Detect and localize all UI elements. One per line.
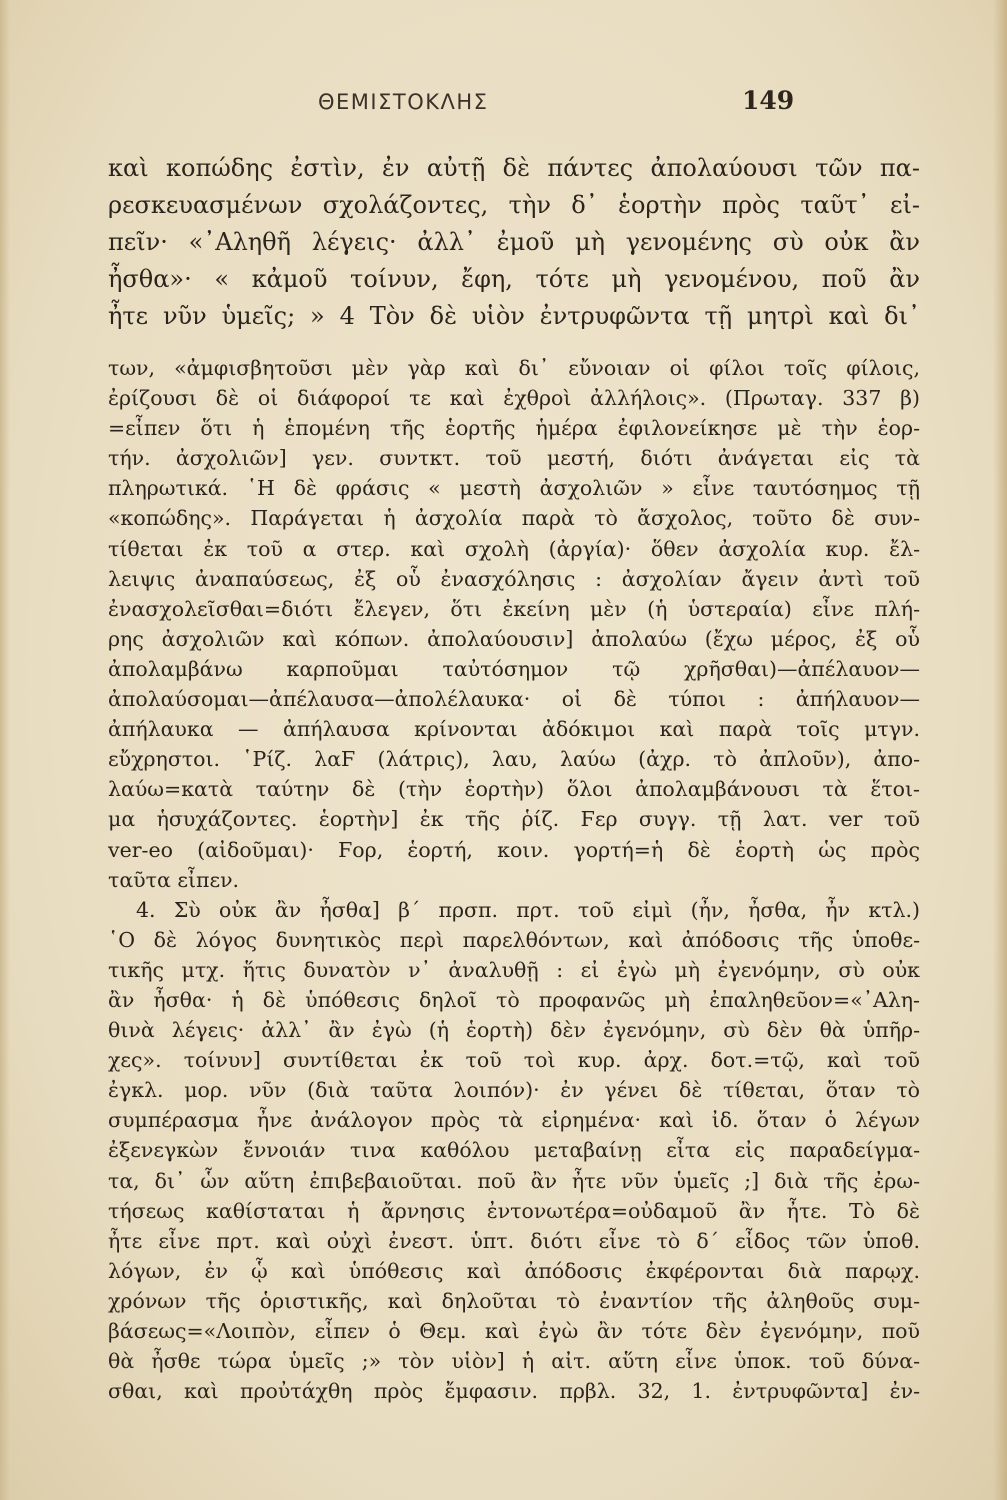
commentary-line: τίθεται ἐκ τοῦ α στερ. καὶ σχολὴ (ἀργία)· ὅθεν ἀσχολία κυρ. ἔλ-	[108, 536, 920, 561]
commentary-line: τήσεως καθίσταται ἡ ἄρνησις ἐντονωτέρα=οὐδαμοῦ ἂν ἦτε. Τὸ δὲ	[108, 1198, 920, 1223]
commentary-line: συμπέρασμα ἦνε ἀνάλογον πρὸς τὰ εἰρημένα· καὶ ἰδ. ὅταν ὁ λέγων	[108, 1108, 920, 1133]
commentary-line: ταῦτα εἶπεν.	[108, 867, 240, 892]
main-text	[108, 150, 920, 335]
commentary-line: ἐνασχολεῖσθαι=διότι ἔλεγεν, ὅτι ἐκείνη μὲν (ἡ ὑστεραία) εἶνε πλή-	[108, 596, 920, 621]
commentary-line: λαύω=κατὰ ταύτην δὲ (τὴν ἑορτὴν) ὅλοι ἀπολαμβάνουσι τὰ ἕτοι-	[108, 777, 920, 802]
commentary-line: των, «ἀμφισβητοῦσι μὲν γὰρ καὶ δι᾽ εὔνοιαν οἱ φίλοι τοῖς φίλοις,	[108, 356, 920, 380]
commentary-line: λόγων, ἐν ᾧ καὶ ὑπόθεσις καὶ ἀπόδοσις ἐκφέρονται διὰ παρῳχ.	[108, 1258, 920, 1283]
commentary-line: ἐξενεγκὼν ἔννοιάν τινα καθόλου μεταβαίνῃ εἶτα εἰς παραδείγμα-	[108, 1138, 920, 1163]
commentary-line: ἐρίζουσι δὲ οἱ διάφοροί τε καὶ ἐχθροὶ ἀλλήλοις». (Πρωταγ. 337 β)	[108, 386, 920, 411]
commentary-line: ἂν ἦσθα· ἡ δὲ ὑπόθεσις δηλοῖ τὸ προφανῶς μὴ ἐπαληθεῦον=«᾽Αλη-	[108, 987, 920, 1012]
commentary-line: λειψις ἀναπαύσεως, ἐξ οὗ ἐνασχόλησις : ἀσχολίαν ἄγειν ἀντὶ τοῦ	[108, 566, 920, 591]
commentary-line: ἀπολαμβάνω καρποῦμαι ταὐτόσημον τῷ χρῆσθαι)—ἀπέλαυον—	[108, 656, 920, 681]
page-left-edge	[0, 0, 10, 1500]
main-text-line: ἦτε νῦν ὑμεῖς; » 4 Τὸν δὲ υἱὸν ἐντρυφῶντα τῇ μητρὶ καὶ δι᾽	[108, 302, 920, 330]
commentary-line: χες». τοίνυν] συντίθεται ἐκ τοῦ τοὶ κυρ. ἀρχ. δοτ.=τῷ, καὶ τοῦ	[108, 1048, 920, 1073]
commentary-line: ἀπήλαυκα — ἀπήλαυσα κρίνονται ἀδόκιμοι καὶ παρὰ τοῖς μτγν.	[108, 717, 920, 742]
commentary-line: ἐγκλ. μορ. νῦν (διὰ ταῦτα λοιπόν)· ἐν γένει δὲ τίθεται, ὅταν τὸ	[108, 1078, 920, 1103]
commentary-line: ῾Ο δὲ λόγος δυνητικὸς περὶ παρελθόντων, καὶ ἀπόδοσις τῆς ὑποθε-	[108, 927, 920, 952]
commentary-line: 4. Σὺ οὐκ ἂν ἦσθα] β΄ πρσπ. πρτ. τοῦ εἰμὶ (ἦν, ἦσθα, ἦν κτλ.)	[136, 897, 920, 922]
commentary-line: τικῆς μτχ. ἥτις δυνατὸν ν᾽ ἀναλυθῇ : εἰ ἐγὼ μὴ ἐγενόμην, σὺ οὐκ	[108, 957, 920, 982]
commentary-line: εὔχρηστοι. ῾Ρίζ. λαϜ (λάτρις), λαυ, λαύω (ἀχρ. τὸ ἀπλοῦν), ἀπο-	[108, 747, 920, 772]
running-title: ΘΕΜΙΣΤΟΚΛΗΣ	[318, 90, 489, 114]
commentary-line: μα ἡσυχάζοντες. ἑορτὴν] ἐκ τῆς ῥίζ. Ϝερ συγγ. τῇ λατ. ver τοῦ	[108, 807, 920, 832]
commentary-notes	[108, 353, 920, 1406]
commentary-line: ρης ἀσχολιῶν καὶ κόπων. ἀπολαύουσιν] ἀπολαύω (ἔχω μέρος, ἐξ οὗ	[108, 626, 920, 651]
commentary-line: πληρωτικά. ῾Η δὲ φράσις « μεστὴ ἀσχολιῶν » εἶνε ταυτόσημος τῇ	[108, 476, 920, 501]
commentary-line: ἦτε εἶνε πρτ. καὶ οὐχὶ ἐνεστ. ὑπτ. διότι εἶνε τὸ δ΄ εἶδος τῶν ὑποθ.	[108, 1228, 920, 1253]
main-text-line: πεῖν· «᾽Αληθῆ λέγεις· ἀλλ᾽ ἐμοῦ μὴ γενομένης σὺ οὐκ ἂν	[108, 228, 920, 256]
commentary-line: θὰ ἦσθε τώρα ὑμεῖς ;» τὸν υἱὸν] ἡ αἰτ. αὕτη εἶνε ὑποκ. τοῦ δύνα-	[108, 1349, 920, 1374]
commentary-line: ver-eo (αἰδοῦμαι)· Ϝορ, ἑορτή, κοιν. γορτή=ἡ δὲ ἑορτὴ ὡς πρὸς	[108, 837, 920, 862]
commentary-line: τήν. ἀσχολιῶν] γεν. συντκτ. τοῦ μεστή, διότι ἀνάγεται εἰς τὰ	[108, 446, 920, 471]
main-text-line: καὶ κοπώδης ἐστὶν, ἐν αὐτῇ δὲ πάντες ἀπολαύουσι τῶν πα-	[108, 154, 920, 182]
commentary-line: θινὰ λέγεις· ἀλλ᾽ ἂν ἐγὼ (ἡ ἑορτὴ) δὲν ἐγενόμην, σὺ δὲν θὰ ὑπῆρ-	[108, 1018, 920, 1043]
commentary-line: σθαι, καὶ προὐτάχθη πρὸς ἔμφασιν. πρβλ. 32, 1. ἐντρυφῶντα] ἐν-	[108, 1379, 920, 1404]
page-right-edge	[993, 0, 1007, 1500]
commentary-line: χρόνων τῆς ὁριστικῆς, καὶ δηλοῦται τὸ ἐναντίον τῆς ἀληθοῦς συμ-	[108, 1288, 920, 1313]
main-text-line: ρεσκευασμένων σχολάζοντες, τὴν δ᾽ ἑορτὴν πρὸς ταῦτ᾽ εἰ-	[108, 191, 920, 219]
commentary-line: τα, δι᾽ ὧν αὕτη ἐπιβεβαιοῦται. ποῦ ἂν ἦτε νῦν ὑμεῖς ;] διὰ τῆς ἐρω-	[108, 1168, 920, 1193]
commentary-line: ἀπολαύσομαι—ἀπέλαυσα—ἀπολέλαυκα· οἱ δὲ τύποι : ἀπήλαυον—	[108, 687, 920, 712]
commentary-line: βάσεως=«Λοιπὸν, εἶπεν ὁ Θεμ. καὶ ἐγὼ ἂν τότε δὲν ἐγενόμην, ποῦ	[108, 1319, 920, 1343]
commentary-line: «κοπώδης». Παράγεται ἡ ἀσχολία παρὰ τὸ ἄσχολος, τοῦτο δὲ συν-	[108, 506, 920, 531]
main-text-line: ἦσθα»· « κἀμοῦ τοίνυν, ἔφη, τότε μὴ γενομένου, ποῦ ἂν	[108, 265, 920, 293]
page-number: 149	[742, 86, 795, 115]
commentary-line: =εἶπεν ὅτι ἡ ἑπομένη τῆς ἑορτῆς ἡμέρα ἐφιλονείκησε μὲ τὴν ἑορ-	[108, 416, 920, 441]
